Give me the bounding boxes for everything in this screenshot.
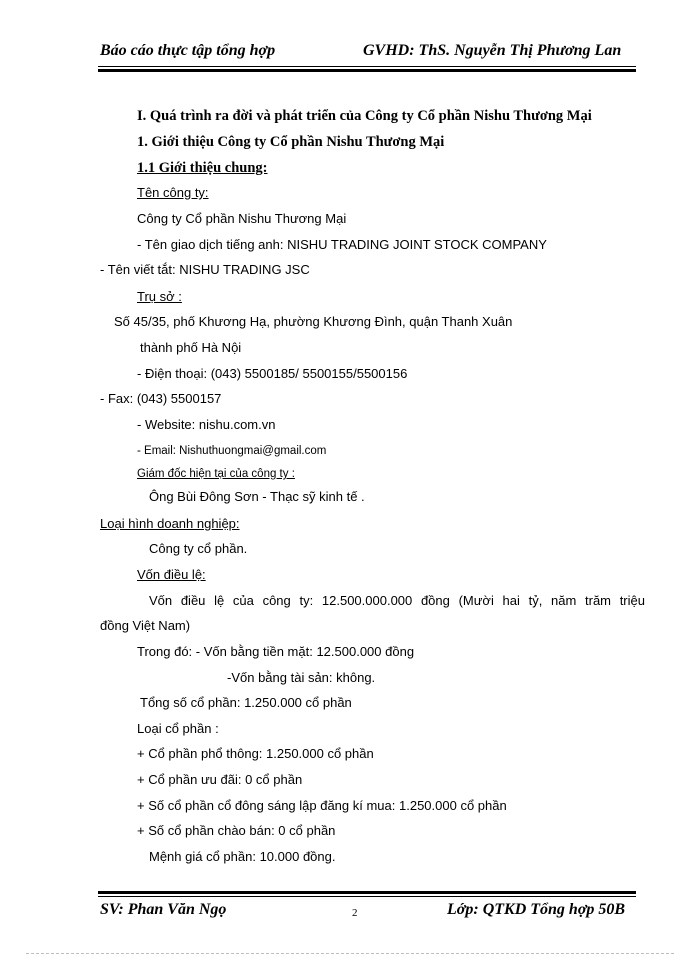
page-number: 2 xyxy=(352,907,358,919)
fax: - Fax: (043) 5500157 xyxy=(100,391,222,406)
header-report-title: Báo cáo thực tập tổng hợp xyxy=(100,42,276,59)
founder-shares: + Số cổ phần cổ đông sáng lập đăng kí mua: 1.250.000 cổ phần xyxy=(137,798,507,813)
header-rule-thick xyxy=(98,69,636,72)
capital-cash: Trong đó: - Vốn bằng tiền mặt: 12.500.000 đồng xyxy=(137,644,415,659)
footer-rule-thick xyxy=(98,891,636,894)
par-value: Mệnh giá cổ phần: 10.000 đồng. xyxy=(149,849,336,864)
total-shares: Tổng số cổ phần: 1.250.000 cổ phần xyxy=(140,695,352,710)
subsection-title: 1. Giới thiệu Công ty Cổ phần Nishu Thương Mại xyxy=(137,134,445,150)
capital-assets: -Vốn bằng tài sản: không. xyxy=(227,670,376,685)
footer-rule-thin xyxy=(98,896,636,897)
short-name: - Tên viết tắt: NISHU TRADING JSC xyxy=(100,262,310,277)
preferred-shares: + Cổ phần ưu đãi: 0 cổ phần xyxy=(137,772,303,787)
capital-label: Vốn điều lệ: xyxy=(137,567,206,582)
director: Ông Bùi Đông Sơn - Thạc sỹ kinh tế . xyxy=(149,489,365,504)
common-shares: + Cổ phần phổ thông: 1.250.000 cổ phần xyxy=(137,746,374,761)
share-types-label: Loại cổ phần : xyxy=(137,721,219,736)
address-line-1: Số 45/35, phố Khương Hạ, phường Khương Đình, quận Thanh Xuân xyxy=(114,314,513,329)
company-name-label: Tên công ty: xyxy=(137,185,209,200)
page-bottom-divider xyxy=(26,953,674,954)
headquarters-label: Trụ sở : xyxy=(137,289,182,304)
offered-shares: + Số cổ phần chào bán: 0 cổ phần xyxy=(137,823,336,838)
capital-line-1: Vốn điều lệ của công ty: 12.500.000.000 đồng (Mười hai tỷ, năm trăm triệu xyxy=(149,593,645,608)
footer-student: SV: Phan Văn Ngọ xyxy=(100,901,227,918)
address-line-2: thành phố Hà Nội xyxy=(140,340,242,355)
trade-name: - Tên giao dịch tiếng anh: NISHU TRADING JOINT STOCK COMPANY xyxy=(137,237,547,252)
website: - Website: nishu.com.vn xyxy=(137,417,276,432)
business-type-label: Loại hình doanh nghiệp: xyxy=(100,516,240,531)
business-type: Công ty cổ phần. xyxy=(149,541,248,556)
section-title: I. Quá trình ra đời và phát triển của Công ty Cổ phần Nishu Thương Mại xyxy=(137,108,592,124)
company-name: Công ty Cổ phần Nishu Thương Mại xyxy=(137,211,347,226)
email: - Email: Nishuthuongmai@gmail.com xyxy=(137,445,327,457)
footer-class: Lớp: QTKD Tổng hợp 50B xyxy=(447,901,626,918)
phone: - Điện thoại: (043) 5500185/ 5500155/5500156 xyxy=(137,366,408,381)
director-label: Giám đốc hiện tại của công ty : xyxy=(137,468,295,480)
header-rule-thin xyxy=(98,66,636,67)
capital-line-2: đồng Việt Nam) xyxy=(100,618,191,633)
subsubsection-title: 1.1 Giới thiệu chung: xyxy=(137,160,268,176)
header-supervisor: GVHD: ThS. Nguyễn Thị Phương Lan xyxy=(363,42,622,59)
